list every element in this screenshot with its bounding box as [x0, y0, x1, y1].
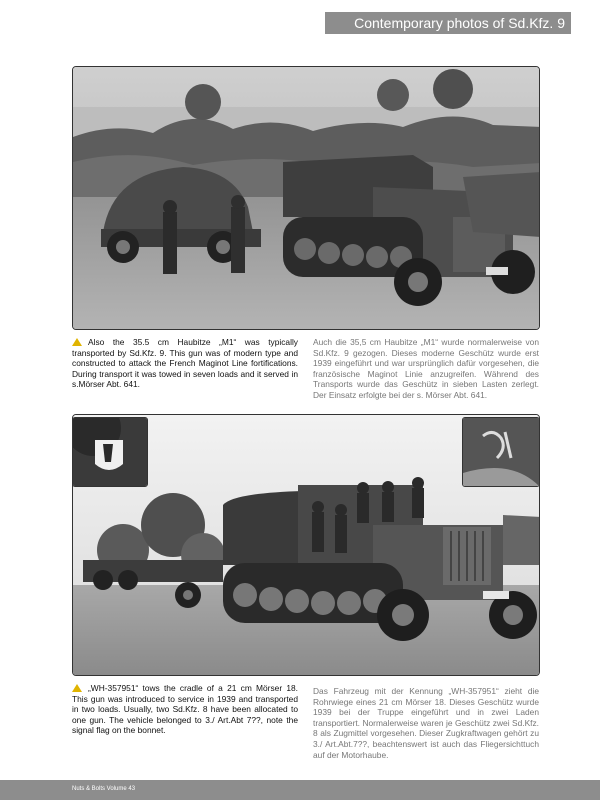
inset-signal-flag-closeup: [462, 417, 540, 487]
caption-1-german: Auch die 35,5 cm Haubitze „M1“ wurde normalerweise von Sd.Kfz. 9 gezogen. Dieses moderne Geschütz wurde erst 1939 eingeführt und war ursprünglich dafür vorgesehen, die französische Maginot Linie anzugreifen. Während des Transports wurde das Geschütz in sieben Lasten zerlegt. Der Einsatz erfolgte bei der s. Mörser Abt. 641.: [313, 337, 539, 400]
page-header-bar: [325, 12, 571, 34]
footer-publication: Nuts & Bolts Volume 43: [72, 786, 136, 792]
page-footer-bar: [0, 780, 600, 800]
caption-2-english: „WH-357951“ tows the cradle of a 21 cm Mörser 18. This gun was introduced to service in 1939 and transported in two loads. Usually, two Sd.Kfz. 8 have been allocated to one gun. The vehicle belonged to 3./ Art.Abt 7??, note the signal flag on the bonnet.: [72, 683, 298, 736]
warning-triangle-icon: [72, 684, 82, 692]
page-title: Contemporary photos of Sd.Kfz. 9: [354, 15, 565, 31]
caption-1-english: Also the 35.5 cm Haubitze „M1“ was typically transported by Sd.Kfz. 9. This gun was of modern type and constructed to attack the French Maginot Line fortifications. During transport it was towed in seven loads and it served in s.Mörser Abt. 641.: [72, 337, 298, 390]
inset-right-illustration: [463, 418, 540, 487]
caption-2-german: Das Fahrzeug mit der Kennung „WH-357951“ zieht die Rohrwiege eines 21 cm Mörser 18. Dieses Geschütz wurde 1939 bei der Truppe eingeführt und in zwei Laden transportiert. Normalerweise waren je Geschütz zwei Sd.Kfz. 8 als Zugmittel vorgesehen. Dieser Zugkraftwagen gehört zu 3./ Art.Abt.7??, beachtenswert ist auch das Fliegersichttuch auf der Motorhaube.: [313, 686, 539, 760]
inset-left-illustration: [73, 418, 148, 487]
inset-unit-emblem-closeup: [72, 417, 148, 487]
warning-triangle-icon: [72, 338, 82, 346]
photo-halftracks-towing-howitzer: [72, 66, 540, 330]
photo-1-illustration: [73, 67, 540, 330]
